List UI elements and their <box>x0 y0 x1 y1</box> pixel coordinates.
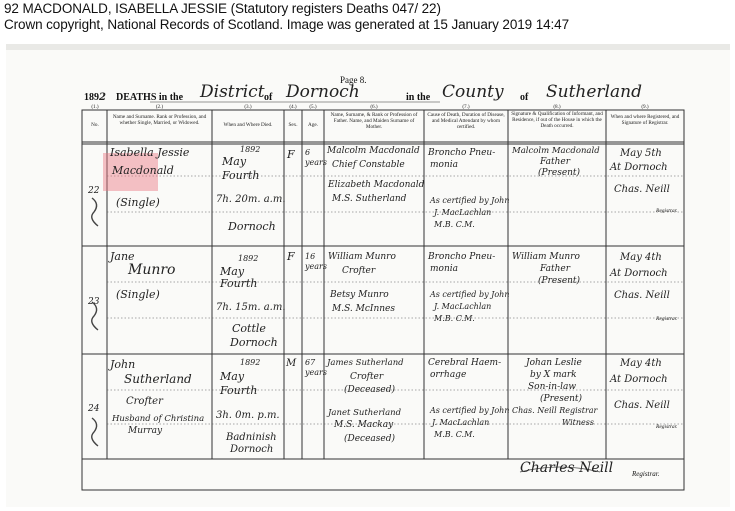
col-header-registered: When and where Registered, and Signature of Registrar. <box>610 114 680 126</box>
col-header-name: Name and Surname. Rank or Profession, and whether Single, Married, or Widowed. <box>112 114 207 126</box>
row2-informant-rel: Father <box>540 264 571 274</box>
col-num-4: (4.) <box>289 104 297 110</box>
row3-mother: Janet Sutherland <box>328 408 402 418</box>
row2-informant: William Munro <box>512 252 580 262</box>
row1-father: Malcolm Macdonald <box>327 146 420 156</box>
row1-year: 1892 <box>240 145 261 154</box>
row3-cause-2: orrhage <box>430 370 467 380</box>
row2-cause-2: monia <box>430 264 458 274</box>
row3-month: May <box>220 370 245 383</box>
row3-day: Fourth <box>220 384 258 397</box>
row2-surname: Munro <box>128 262 176 278</box>
row3-father-rank: Crofter <box>350 372 384 382</box>
row1-mother: Elizabeth Macdonald <box>328 180 425 190</box>
row1-day: Fourth <box>222 169 260 182</box>
page-number: Page 8. <box>340 75 367 85</box>
of-label-1: of <box>264 92 273 103</box>
row3-rank: Crofter <box>126 396 163 407</box>
row2-sex: F <box>287 250 295 263</box>
row1-informant-note: (Present) <box>538 168 581 178</box>
row3-time: 3h. 0m. p.m. <box>216 410 280 421</box>
row3-surname: Sutherland <box>124 372 192 386</box>
in-the-label: in the <box>406 92 431 103</box>
row2-month: May <box>220 265 245 278</box>
county-word: County <box>442 82 504 102</box>
col-header-informant: Signature & Qualification of Informant, and Residence, if out of the House in which the Death occurred. <box>511 111 603 129</box>
row1-certified-2: J. MacLachlan <box>434 208 492 217</box>
row2-father: William Munro <box>328 252 396 262</box>
row3-reg-date: May 4th <box>620 358 662 369</box>
registrar-signature: Charles Neill <box>520 460 614 476</box>
row2-father-rank: Crofter <box>342 266 376 276</box>
row3-where-2: Dornoch <box>230 444 274 455</box>
row3-year: 1892 <box>240 358 261 367</box>
row2-status: (Single) <box>116 288 160 301</box>
col-header-when: When and Where Died. <box>223 122 273 128</box>
register-heading: DEATHS in the <box>116 92 184 103</box>
of-label-2: of <box>520 92 529 103</box>
row2-where-2: Dornoch <box>230 336 278 349</box>
row1-month: May <box>222 155 247 168</box>
row1-cause-2: monia <box>430 160 458 170</box>
row2-reg-date: May 4th <box>620 252 662 263</box>
col-num-6: (6.) <box>370 104 378 110</box>
row3-witness-2: Witness <box>562 418 594 427</box>
row2-name: Jane <box>110 250 135 263</box>
row1-surname: Macdonald <box>112 164 174 177</box>
row1-cause: Broncho Pneu- <box>428 148 496 158</box>
row3-certified-2: J. MacLachlan <box>432 418 490 427</box>
row1-reg-place: At Dornoch <box>610 162 668 173</box>
col-num-9: (9.) <box>641 104 649 110</box>
row1-certified: As certified by John <box>430 196 510 205</box>
row1-time: 7h. 20m. a.m. <box>216 194 286 205</box>
row2-certified: As certified by John <box>430 290 510 299</box>
row3-mother-maiden: M.S. Mackay <box>334 420 394 430</box>
col-num-3: (3.) <box>244 104 252 110</box>
district-word: District <box>200 82 265 102</box>
row2-cause: Broncho Pneu- <box>428 252 496 262</box>
row1-status: (Single) <box>116 196 160 209</box>
row3-no: 24 <box>88 404 100 414</box>
row2-where: Cottle <box>232 322 266 335</box>
row3-informant-rel: by X mark <box>530 370 577 380</box>
row2-year: 1892 <box>238 254 259 263</box>
row3-name: John <box>110 358 136 371</box>
row2-age: 16 years <box>305 252 327 271</box>
col-num-1: (1.) <box>91 104 99 110</box>
row1-no: 22 <box>88 186 100 196</box>
col-header-cause: Cause of Death, Duration of Disease, and Medical Attendant by whom certified. <box>427 112 505 130</box>
row3-spouse: Husband of Christina <box>112 414 205 424</box>
row3-father: James Sutherland <box>327 358 404 368</box>
col-num-5: (5.) <box>309 104 317 110</box>
row1-informant-rel: Father <box>540 157 571 167</box>
row2-informant-note: (Present) <box>538 276 581 286</box>
col-num-8: (8.) <box>553 104 561 110</box>
row3-father-note: (Deceased) <box>344 385 396 395</box>
row1-name: Isabella Jessie <box>110 146 190 159</box>
row1-mother-maiden: M.S. Sutherland <box>332 194 407 204</box>
row3-mother-note: (Deceased) <box>344 434 396 444</box>
row2-certified-2: J. MacLachlan <box>434 302 492 311</box>
row2-registrar-label: Registrar. <box>656 316 678 322</box>
row3-certified: As certified by John <box>430 406 510 415</box>
row3-informant-note: Son-in-law <box>528 382 577 392</box>
row2-no: 23 <box>88 297 100 307</box>
row3-registrar-label: Registrar. <box>656 424 678 430</box>
row2-time: 7h. 15m. a.m. <box>216 302 286 313</box>
row3-age: 67 years <box>305 358 327 377</box>
col-header-no: No. <box>91 122 99 128</box>
row3-informant-note-2: (Present) <box>540 394 583 404</box>
row2-mother: Betsy Munro <box>330 290 389 300</box>
registrar-signature-label: Registrar. <box>632 470 660 478</box>
row1-where: Dornoch <box>228 220 276 233</box>
copyright-notice: Crown copyright, National Records of Scotland. Image was generated at 15 January 2019 14:47 <box>4 17 569 32</box>
row1-informant: Malcolm Macdonald <box>512 146 600 156</box>
col-header-sex: Sex. <box>288 122 298 128</box>
row1-registrar-label: Registrar. <box>656 208 678 214</box>
row3-witness: Chas. Neill Registrar <box>512 406 598 415</box>
register-year: 1892 <box>84 92 106 103</box>
county-name: Sutherland <box>546 82 642 102</box>
col-header-parents: Name, Surname, & Rank or Profession of Father. Name, and Maiden Surname of Mother. <box>330 112 418 130</box>
row1-certified-3: M.B. C.M. <box>434 220 475 229</box>
row3-reg-place: At Dornoch <box>610 374 668 385</box>
col-num-2: (2.) <box>155 104 164 110</box>
row3-certified-3: M.B. C.M. <box>434 430 475 439</box>
col-header-age: Age. <box>308 122 318 128</box>
row3-spouse-2: Murray <box>128 426 163 436</box>
row2-mother-maiden: M.S. McInnes <box>332 304 395 314</box>
row1-registrar: Chas. Neill <box>614 184 670 195</box>
mark-row1 <box>92 198 98 226</box>
row2-certified-3: M.B. C.M. <box>434 314 475 323</box>
row1-reg-date: May 5th <box>620 148 662 159</box>
row3-registrar: Chas. Neill <box>614 400 670 411</box>
district-name: Dornoch <box>286 82 360 102</box>
col-num-7: (7.) <box>462 104 470 110</box>
row3-informant: Johan Leslie <box>526 358 582 368</box>
row2-registrar: Chas. Neill <box>614 290 670 301</box>
record-title: 92 MACDONALD, ISABELLA JESSIE (Statutory registers Deaths 047/ 22) <box>4 1 441 16</box>
row1-age: 6 years <box>305 148 327 167</box>
mark-row3 <box>92 418 98 446</box>
row1-father-rank: Chief Constable <box>332 160 405 170</box>
row2-day: Fourth <box>220 277 258 290</box>
row3-where: Badninish <box>226 432 277 443</box>
row2-reg-place: At Dornoch <box>610 268 668 279</box>
row3-sex: M <box>286 358 297 369</box>
row1-sex: F <box>287 148 295 161</box>
row3-cause: Cerebral Haem- <box>428 358 502 368</box>
